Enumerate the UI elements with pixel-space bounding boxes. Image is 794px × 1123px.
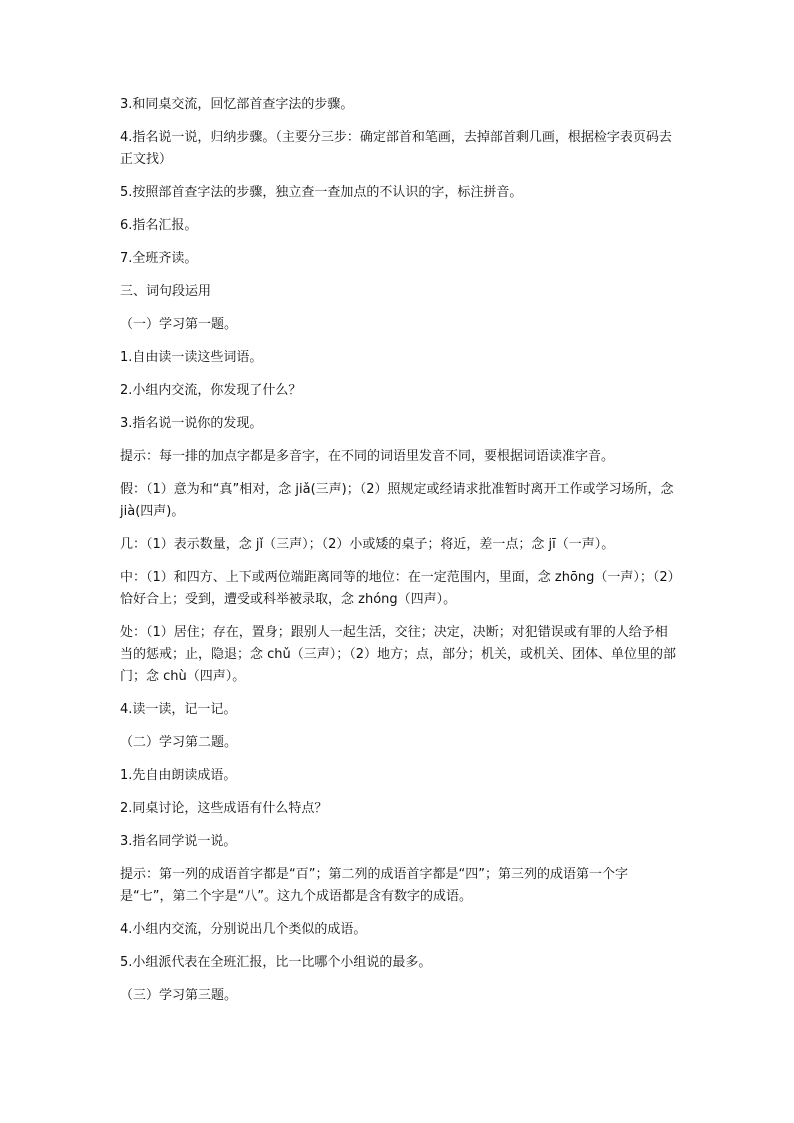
polyphone-chu: 处：（1）居住；存在，置身；跟别人一起生活，交往；决定，决断；对犯错误或有罪的人给予相当的惩戒；止，隐退；念 chǔ（三声）；（2）地方；点，部分；机关，或机关、团体、单位里的部门；念 chù（四声）。	[120, 625, 677, 684]
sub2-step-1: 1.先自由朗读成语。	[120, 768, 237, 783]
step-3-paragraph: 3.和同桌交流，回忆部首查字法的步骤。	[120, 97, 354, 112]
sub1-step-2: 2.小组内交流，你发现了什么？	[120, 383, 302, 398]
sub1-step-1: 1.自由读一读这些词语。	[120, 350, 263, 365]
polyphone-zhong: 中：（1）和四方、上下或两位端距离同等的地位：在一定范围内，里面，念 zhōng（一声）；（2）恰好合上；受到，遭受或科举被录取，念 zhóng（四声）。	[120, 570, 675, 607]
sub2-step-4: 4.小组内交流，分别说出几个类似的成语。	[120, 922, 367, 937]
sub1-step-4: 4.读一读，记一记。	[120, 702, 237, 717]
step-5-paragraph: 5.按照部首查字法的步骤，独立查一查加点的不认识的字，标注拼音。	[120, 185, 523, 200]
sub2-hint: 提示：第一列的成语首字都是“百”；第二列的成语首字都是“四”；第三列的成语第一个字是“七”，第二个字是“八”。这九个成语都是含有数字的成语。	[120, 867, 628, 904]
sub2-step-5: 5.小组派代表在全班汇报，比一比哪个小组说的最多。	[120, 955, 432, 970]
step-7-paragraph: 7.全班齐读。	[120, 251, 198, 266]
polyphone-jia: 假：（1）意为和“真”相对，念 jiǎ(三声)；（2）照规定或经请求批准暂时离开工作或学习场所，念 jià(四声)。	[120, 482, 674, 519]
sub1-step-3: 3.指名说一说你的发现。	[120, 416, 263, 431]
sub2-step-3: 3.指名同学说一说。	[120, 834, 237, 849]
section-heading: 三、词句段运用	[120, 284, 212, 299]
document-body	[120, 94, 680, 1018]
sub1-hint: 提示：每一排的加点字都是多音字，在不同的词语里发音不同，要根据词语读准字音。	[120, 449, 615, 464]
subsection-1-heading: （一）学习第一题。	[120, 317, 238, 332]
step-6-paragraph: 6.指名汇报。	[120, 218, 198, 233]
polyphone-ji: 几：（1）表示数量，念 jǐ（三声）；（2）小或矮的桌子；将近，差一点；念 jī（一声）。	[120, 537, 615, 552]
sub2-step-2: 2.同桌讨论，这些成语有什么特点？	[120, 801, 328, 816]
subsection-2-heading: （二）学习第二题。	[120, 735, 238, 750]
subsection-3-heading: （三）学习第三题。	[120, 988, 238, 1003]
step-4-paragraph: 4.指名说一说，归纳步骤。（主要分三步：确定部首和笔画，去掉部首剩几画，根据检字表页码去正文找）	[120, 130, 672, 167]
